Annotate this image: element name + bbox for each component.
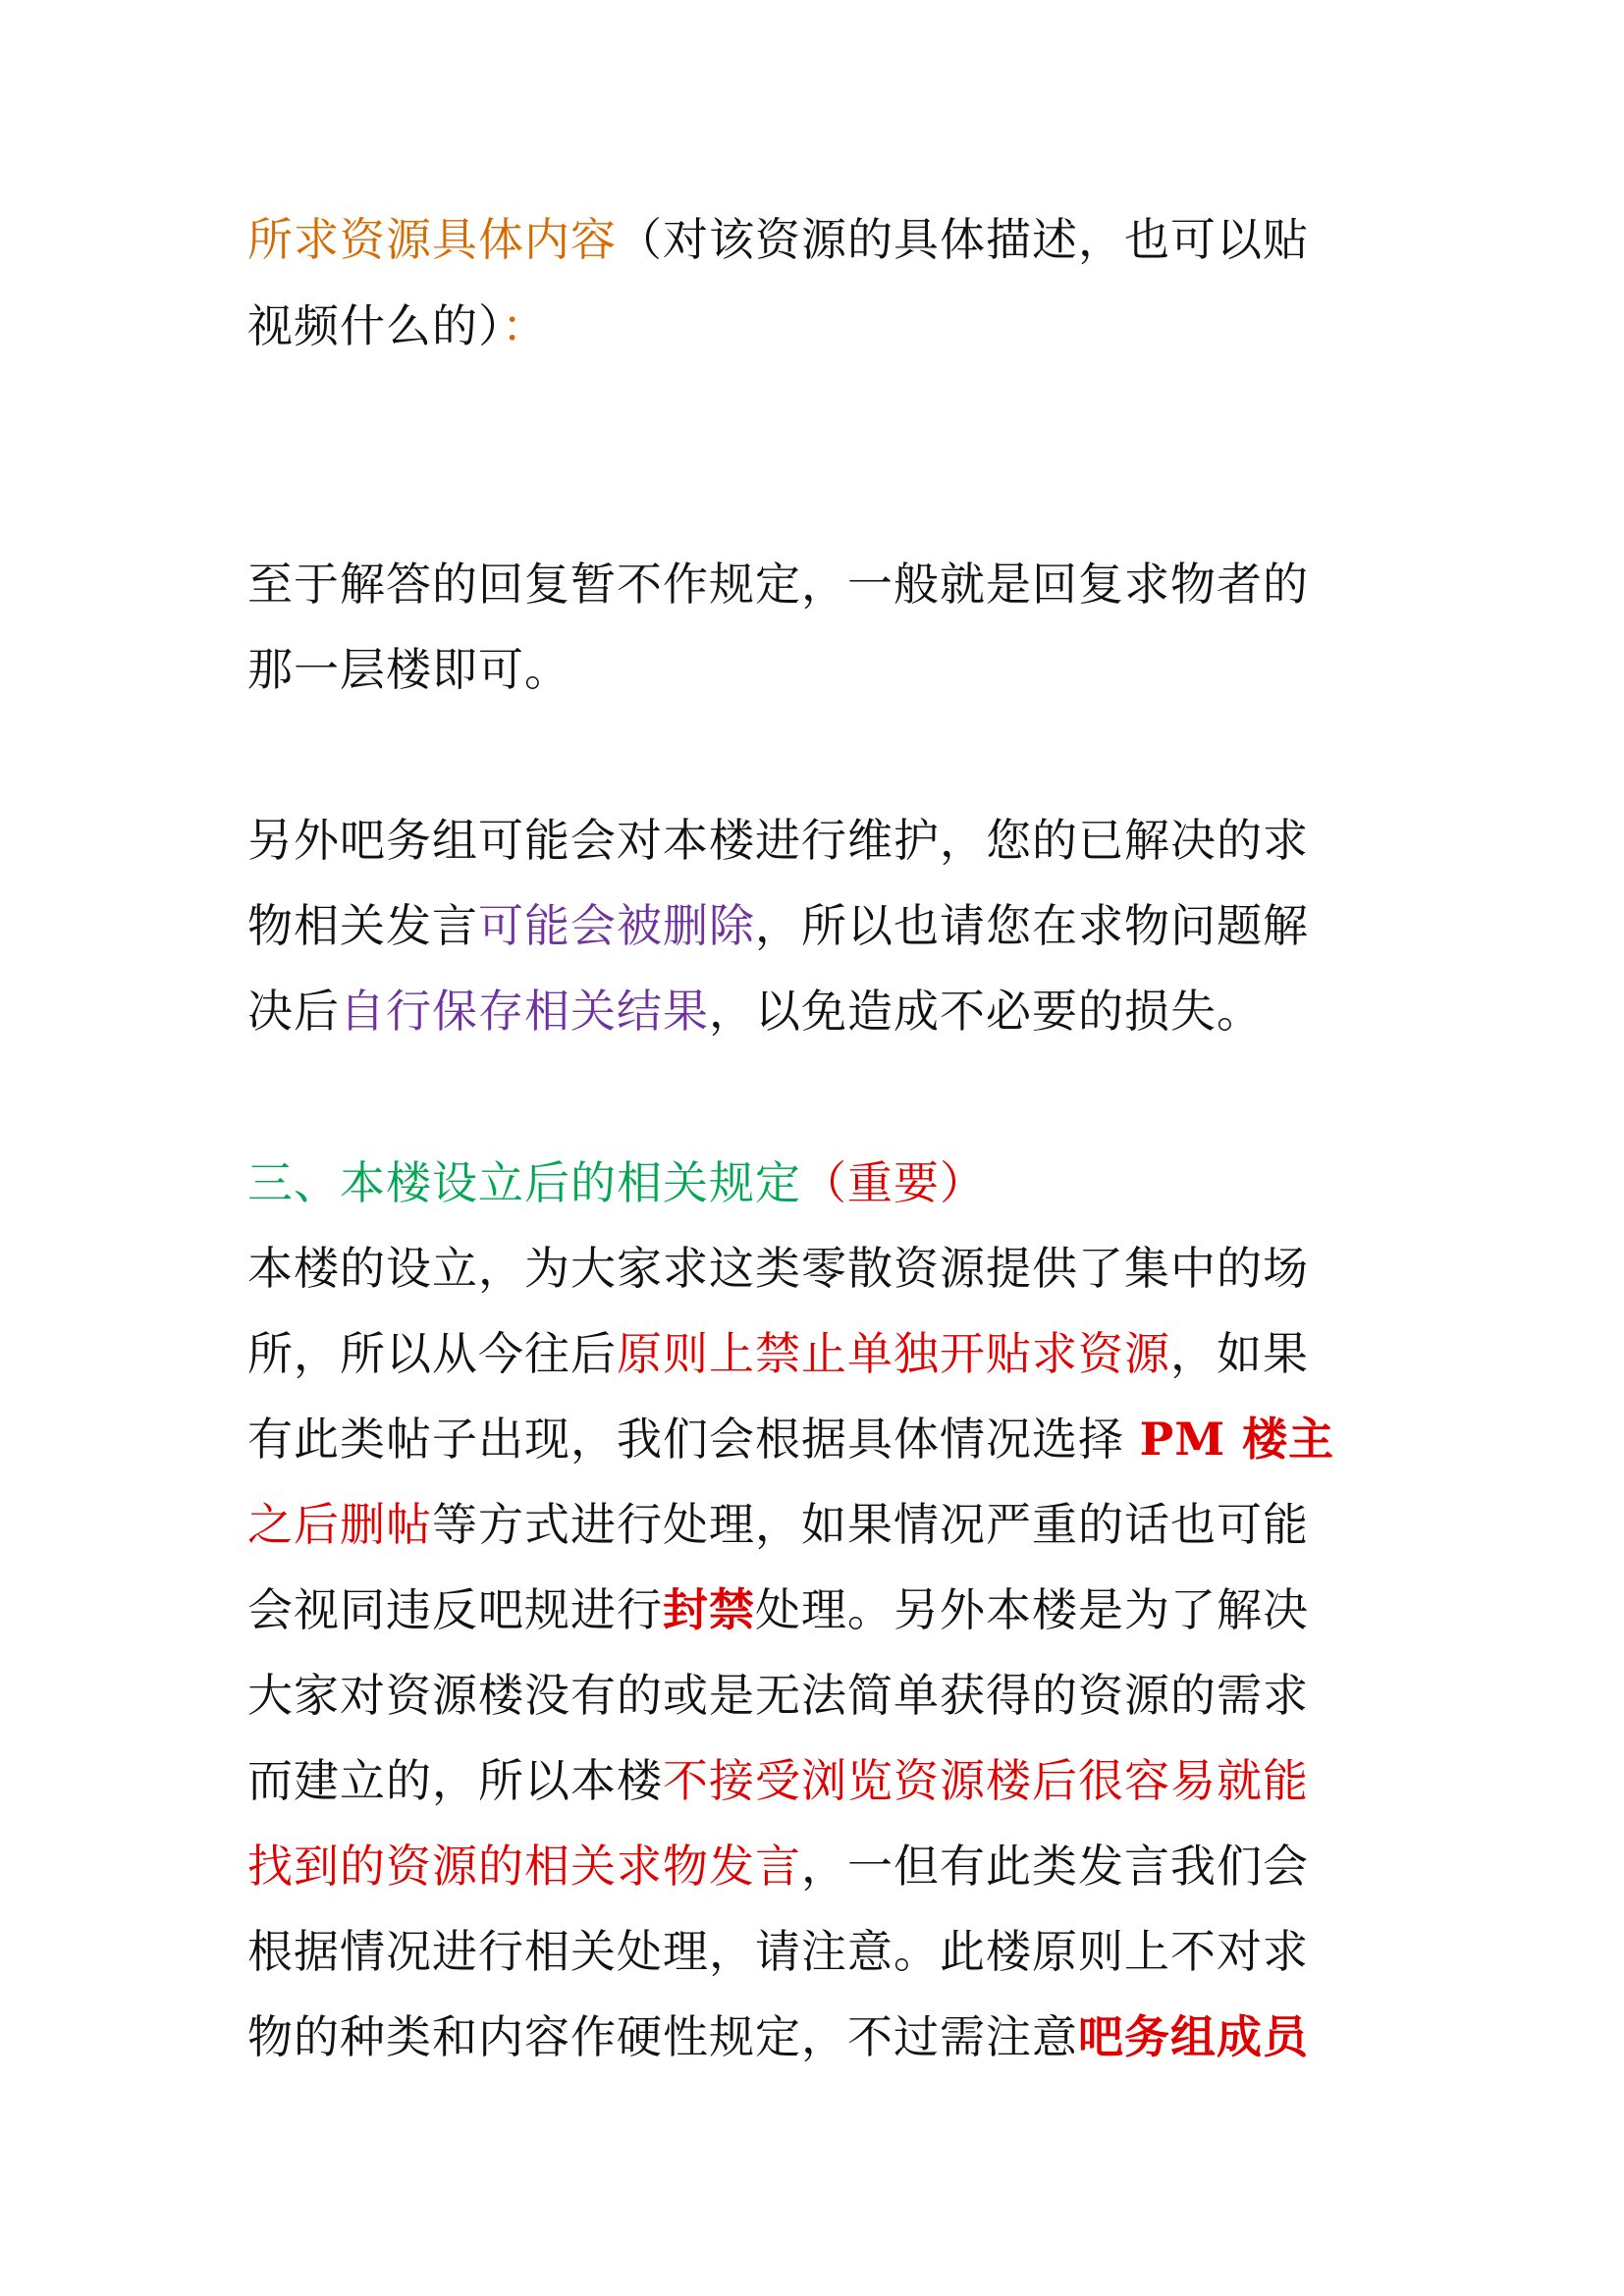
section-three-line-3 [247,1410,1386,1468]
maintenance-paragraph-line-2 [247,896,1386,955]
reply-paragraph-line-1: 至于解答的回复暂不作规定，一般就是回复求物者的 [247,558,1309,611]
maintenance-text: 物相关发言 [247,899,478,952]
section-three-line-7 [247,1751,1386,1810]
request-content-desc: （对该资源的具体描述，也可以贴 [617,213,1309,266]
rules-text: ，如果 [1170,1327,1309,1380]
save-results-highlight: 自行保存相关结果 [340,985,709,1038]
heading-paren: ） [940,1156,986,1209]
section-three-line-10 [247,2007,1386,2066]
rules-text: 所，所以从今往后 [247,1327,617,1380]
rules-text: ，一但有此类发言我们会 [801,1840,1309,1893]
section-three-line-6: 大家对资源楼没有的或是无法简单获得的资源的需求 [247,1669,1309,1722]
maintenance-text: ，所以也请您在求物问题解 [755,899,1309,952]
section-three-line-9: 根据情况进行相关处理，请注意。此楼原则上不对求 [247,1925,1309,1978]
request-content-colon: ： [502,299,548,352]
maintenance-text: 决后 [247,985,340,1038]
maintenance-paragraph-line-3 [247,982,1386,1041]
no-separate-post-highlight: 原则上禁止单独开贴求资源 [617,1327,1170,1380]
not-accepted-highlight-cont: 找到的资源的相关求物发言 [247,1840,801,1893]
section-three-heading [247,1153,1386,1212]
admin-team-highlight: 吧务组成员 [1078,2010,1309,2063]
delete-post-highlight: 之后删帖 [247,1498,432,1551]
rules-text: 会视同违反吧规进行 [247,1583,663,1636]
section-three-line-5 [247,1580,1386,1639]
request-content-line-2 [247,296,1386,355]
pm-owner-highlight: PM 楼主 [1139,1413,1335,1466]
may-be-deleted-highlight: 可能会被删除 [478,899,755,952]
request-content-line-1 [247,210,1386,269]
section-three-line-8 [247,1837,1386,1896]
section-three-line-1: 本楼的设立，为大家求这类零散资源提供了集中的场 [247,1242,1309,1295]
important-label: 重要 [847,1156,940,1209]
maintenance-paragraph-line-1: 另外吧务组可能会对本楼进行维护，您的已解决的求 [247,814,1309,867]
section-three-title: 三、本楼设立后的相关规定 [247,1156,801,1209]
request-content-desc-cont: 视频什么的） [247,299,502,352]
rules-text: 而建立的，所以本楼 [247,1754,663,1807]
section-three-line-4 [247,1495,1386,1554]
reply-paragraph-line-2: 那一层楼即可。 [247,643,570,696]
rules-text: 物的种类和内容作硬性规定，不过需注意 [247,2010,1078,2063]
request-content-label: 所求资源具体内容 [247,213,617,266]
heading-paren: （ [801,1156,847,1209]
ban-highlight: 封禁 [663,1583,755,1636]
maintenance-text: ，以免造成不必要的损失。 [709,985,1263,1038]
rules-text: 有此类帖子出现，我们会根据具体情况选择 [247,1413,1140,1466]
rules-text: 等方式进行处理，如果情况严重的话也可能 [432,1498,1309,1551]
section-three-line-2 [247,1324,1386,1383]
rules-text: 处理。另外本楼是为了解决 [755,1583,1309,1636]
not-accepted-highlight: 不接受浏览资源楼后很容易就能 [663,1754,1309,1807]
